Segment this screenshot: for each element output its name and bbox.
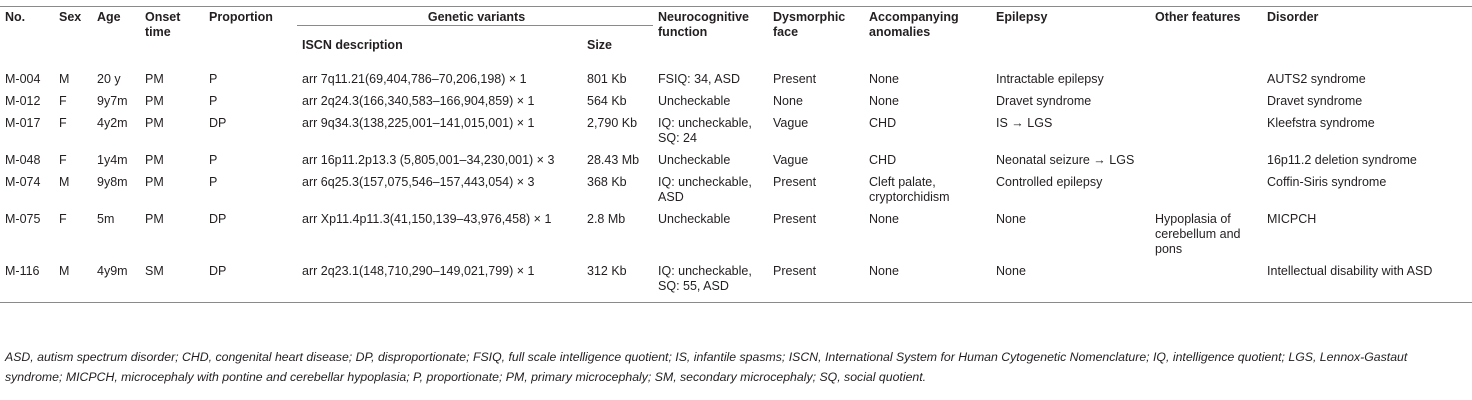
cell-other: Hypoplasia of cerebellum and pons bbox=[1155, 212, 1241, 256]
cell-onset: PM bbox=[145, 116, 164, 130]
cell-proportion: DP bbox=[209, 212, 227, 226]
header-age: Age bbox=[92, 7, 140, 64]
cell-no: M-074 bbox=[5, 175, 41, 189]
cell-face: Present bbox=[768, 259, 864, 303]
cell-disorder: Kleefstra syndrome bbox=[1267, 116, 1375, 130]
table-row bbox=[0, 148, 1472, 170]
table-footnote: ASD, autism spectrum disorder; CHD, congenital heart disease; DP, disproportionate; FSIQ, full scale intelligence quotient; IS, infantile spasms; ISCN, International System for Human Cytogenetic Nomenclature; IQ, intelligence quotient; LGS, Lennox-Gastaut syndrome; MICPCH, microcephaly with pontine and cerebellar hypoplasia; P, proportionate; PM, primary microcephaly; SM, secondary microcephaly; SQ, social quotient. bbox=[5, 350, 1408, 384]
cell-no: M-075 bbox=[5, 212, 41, 226]
cell-face: Present bbox=[773, 212, 817, 226]
table-row bbox=[0, 170, 1472, 207]
cell-face: Present bbox=[773, 72, 817, 86]
cell-sex: M bbox=[59, 175, 70, 189]
cell-proportion: DP bbox=[204, 259, 297, 303]
cell-onset: PM bbox=[145, 72, 164, 86]
cell-age: 9y8m bbox=[97, 175, 128, 189]
cell-neuro: Uncheckable bbox=[658, 153, 731, 167]
cell-sex: F bbox=[59, 116, 67, 130]
cell-age: 4y9m bbox=[92, 259, 140, 303]
cell-neuro: IQ: uncheckable, SQ: 55, ASD bbox=[653, 259, 768, 303]
table-row bbox=[0, 259, 1472, 303]
cell-neuro: Uncheckable bbox=[658, 94, 731, 108]
cell-onset: PM bbox=[145, 94, 164, 108]
cell-no: M-048 bbox=[5, 153, 41, 167]
cell-face: None bbox=[773, 94, 803, 108]
cell-other bbox=[1150, 148, 1262, 170]
cell-other bbox=[1150, 63, 1262, 89]
cell-disorder: MICPCH bbox=[1267, 212, 1317, 226]
header-dysmorphic-face: Dysmorphic face bbox=[768, 7, 864, 64]
cell-anomalies: Cleft palate, cryptorchidism bbox=[869, 175, 950, 204]
table-row bbox=[0, 207, 1472, 259]
cell-anomalies: CHD bbox=[869, 116, 897, 130]
cell-onset: SM bbox=[140, 259, 204, 303]
cell-neuro: FSIQ: 34, ASD bbox=[658, 72, 740, 86]
cell-sex: F bbox=[59, 153, 67, 167]
cell-size: 564 Kb bbox=[587, 94, 627, 108]
cell-onset: PM bbox=[145, 153, 164, 167]
cell-epilepsy: Intractable epilepsy bbox=[996, 72, 1104, 86]
header-anomalies: Accompanying anomalies bbox=[864, 7, 991, 64]
table-row bbox=[0, 63, 1472, 89]
cell-other bbox=[1150, 170, 1262, 207]
cell-disorder: Dravet syndrome bbox=[1267, 94, 1363, 108]
cell-size: 2,790 Kb bbox=[587, 116, 638, 130]
cell-age: 4y2m bbox=[97, 116, 128, 130]
header-other-features: Other features bbox=[1150, 7, 1262, 64]
cell-no: M-004 bbox=[5, 72, 41, 86]
cell-disorder: Coffin-Siris syndrome bbox=[1267, 175, 1387, 189]
cell-iscn: arr 7q11.21(69,404,786–70,206,198) × 1 bbox=[302, 72, 527, 86]
cell-sex: M bbox=[59, 72, 70, 86]
cell-proportion: DP bbox=[209, 116, 227, 130]
cell-no: M-017 bbox=[5, 116, 41, 130]
cell-proportion: P bbox=[209, 175, 218, 189]
cell-sex: F bbox=[59, 212, 67, 226]
cell-anomalies: None bbox=[869, 212, 899, 226]
cell-anomalies: None bbox=[869, 94, 899, 108]
cell-neuro: IQ: uncheckable, SQ: 24 bbox=[658, 116, 752, 145]
cell-epilepsy: Controlled epilepsy bbox=[996, 175, 1103, 189]
cell-neuro: Uncheckable bbox=[658, 212, 731, 226]
cell-epilepsy: Dravet syndrome bbox=[996, 94, 1092, 108]
cell-disorder: AUTS2 syndrome bbox=[1267, 72, 1366, 86]
header-epilepsy: Epilepsy bbox=[991, 7, 1150, 64]
cell-age: 1y4m bbox=[97, 153, 128, 167]
cell-iscn: arr Xp11.4p11.3(41,150,139–43,976,458) × 1 bbox=[302, 212, 552, 226]
cell-epilepsy: IS → LGS bbox=[996, 116, 1053, 130]
cell-no: M-116 bbox=[0, 259, 54, 303]
cell-proportion: P bbox=[209, 72, 218, 86]
cell-anomalies: None bbox=[864, 259, 991, 303]
cell-iscn: arr 6q25.3(157,075,546–157,443,054) × 3 bbox=[302, 175, 535, 189]
cell-epilepsy: Neonatal seizure → LGS bbox=[996, 153, 1135, 167]
header-genetic-variants: Genetic variants bbox=[297, 7, 653, 26]
cell-epilepsy: None bbox=[991, 259, 1150, 303]
cell-size: 312 Kb bbox=[582, 259, 653, 303]
cell-epilepsy: None bbox=[996, 212, 1026, 226]
cell-size: 2.8 Mb bbox=[587, 212, 626, 226]
header-proportion: Proportion bbox=[204, 7, 297, 64]
cell-sex: F bbox=[59, 94, 67, 108]
cell-neuro: IQ: uncheckable, ASD bbox=[658, 175, 752, 204]
header-sex: Sex bbox=[54, 7, 92, 64]
cell-other bbox=[1150, 259, 1262, 303]
cell-size: 368 Kb bbox=[587, 175, 627, 189]
cell-face: Present bbox=[773, 175, 817, 189]
cell-sex: M bbox=[54, 259, 92, 303]
table-row bbox=[0, 89, 1472, 111]
cell-size: 801 Kb bbox=[587, 72, 627, 86]
cell-other bbox=[1150, 111, 1262, 148]
table-body bbox=[0, 63, 1472, 303]
header-size: Size bbox=[582, 26, 653, 64]
cell-other bbox=[1150, 89, 1262, 111]
cell-anomalies: CHD bbox=[869, 153, 897, 167]
cell-iscn: arr 2q24.3(166,340,583–166,904,859) × 1 bbox=[302, 94, 535, 108]
cell-anomalies: None bbox=[869, 72, 899, 86]
cell-age: 9y7m bbox=[97, 94, 128, 108]
cell-face: Vague bbox=[773, 116, 809, 130]
cell-proportion: P bbox=[209, 94, 218, 108]
cell-onset: PM bbox=[145, 175, 164, 189]
cell-age: 5m bbox=[97, 212, 115, 226]
cell-disorder: Intellectual disability with ASD bbox=[1262, 259, 1472, 303]
table-header bbox=[0, 7, 1472, 64]
header-neurocognitive: Neurocognitive function bbox=[653, 7, 768, 64]
data-table bbox=[0, 6, 1472, 303]
cell-proportion: P bbox=[209, 153, 218, 167]
cell-onset: PM bbox=[145, 212, 164, 226]
cell-size: 28.43 Mb bbox=[587, 153, 640, 167]
cell-disorder: 16p11.2 deletion syndrome bbox=[1267, 153, 1417, 167]
header-no: No. bbox=[0, 7, 54, 64]
cell-age: 20 y bbox=[97, 72, 121, 86]
cell-no: M-012 bbox=[5, 94, 41, 108]
cell-iscn: arr 2q23.1(148,710,290–149,021,799) × 1 bbox=[297, 259, 582, 303]
header-onset: Onset time bbox=[140, 7, 204, 64]
cell-face: Vague bbox=[773, 153, 809, 167]
cell-iscn: arr 16p11.2p13.3 (5,805,001–34,230,001) × 3 bbox=[302, 153, 555, 167]
cell-iscn: arr 9q34.3(138,225,001–141,015,001) × 1 bbox=[302, 116, 535, 130]
table-row bbox=[0, 111, 1472, 148]
header-iscn: ISCN description bbox=[297, 26, 582, 64]
header-disorder: Disorder bbox=[1262, 7, 1472, 64]
